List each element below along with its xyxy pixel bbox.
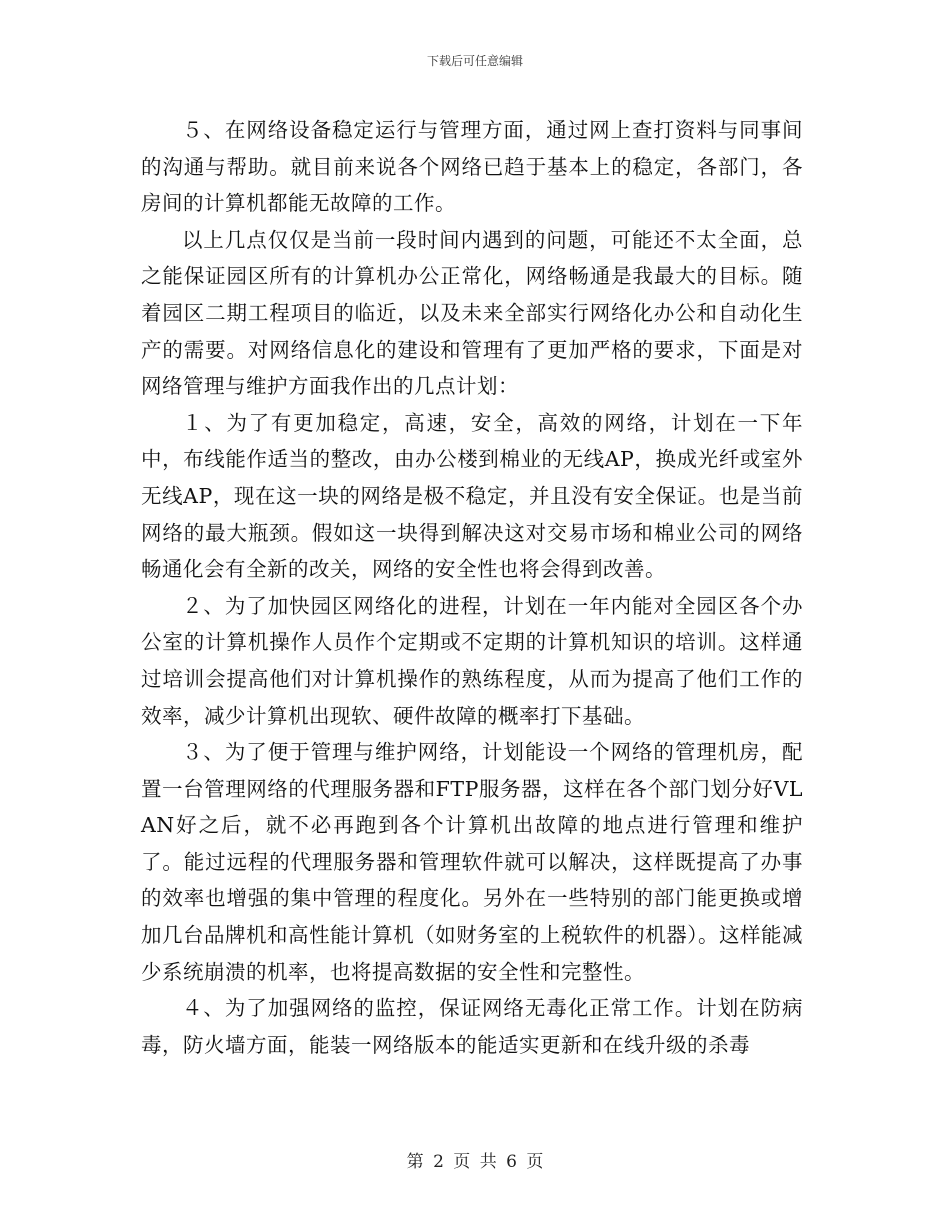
- page-header: 下载后可任意编辑: [426, 54, 523, 68]
- paragraph-plan-3: ３、为了便于管理与维护网络，计划能设一个网络的管理机房，配置一台管理网络的代理服务器和FTP服务器，这样在各个部门划分好VLAN好之后，就不必再跑到各个计算机出故障的地点进行管理和维护了。能过远程的代理服务器和管理软件就可以解决，这样既提高了办事的效率也增强的集中管理的程度化。另外在一些特别的部门能更换或增加几台品牌机和高性能计算机（如财务室的上税软件的机器）。这样能减少系统崩溃的机率，也将提高数据的安全性和完整性。: [141, 740, 803, 984]
- paragraph-summary: 以上几点仅仅是当前一段时间内遇到的问题，可能还不太全面，总之能保证园区所有的计算机办公正常化，网络畅通是我最大的目标。随着园区二期工程项目的临近，以及未来全部实行网络化办公和自动化生产的需要。对网络信息化的建设和管理有了更加严格的要求，下面是对网络管理与维护方面我作出的几点计划：: [141, 227, 803, 399]
- paragraph-plan-4: ４、为了加强网络的监控，保证网络无毒化正常工作。计划在防病毒，防火墙方面，能装一网络版本的能适实更新和在线升级的杀毒: [141, 996, 803, 1057]
- paragraph-plan-2: ２、为了加快园区网络化的进程，计划在一年内能对全园区各个办公室的计算机操作人员作个定期或不定期的计算机知识的培训。这样通过培训会提高他们对计算机操作的熟练程度，从而为提高了他们工作的效率，减少计算机出现软、硬件故障的概率打下基础。: [141, 593, 803, 728]
- paragraph-item-5: ５、在网络设备稳定运行与管理方面，通过网上查打资料与同事间的沟通与帮助。就目前来说各个网络已趋于基本上的稳定，各部门，各房间的计算机都能无故障的工作。: [141, 118, 803, 216]
- page-footer: 第 2 页 共 6 页: [406, 1152, 544, 1172]
- document-body: [141, 112, 803, 1063]
- paragraph-plan-1: １、为了有更加稳定，高速，安全，高效的网络，计划在一下年中，布线能作适当的整改，由办公楼到棉业的无线AP，换成光纤或室外无线AP，现在这一块的网络是极不稳定，并且没有安全保证。也是当前网络的最大瓶颈。假如这一块得到解决这对交易市场和棉业公司的网络畅通化会有全新的改关，网络的安全性也将会得到改善。: [141, 410, 803, 582]
